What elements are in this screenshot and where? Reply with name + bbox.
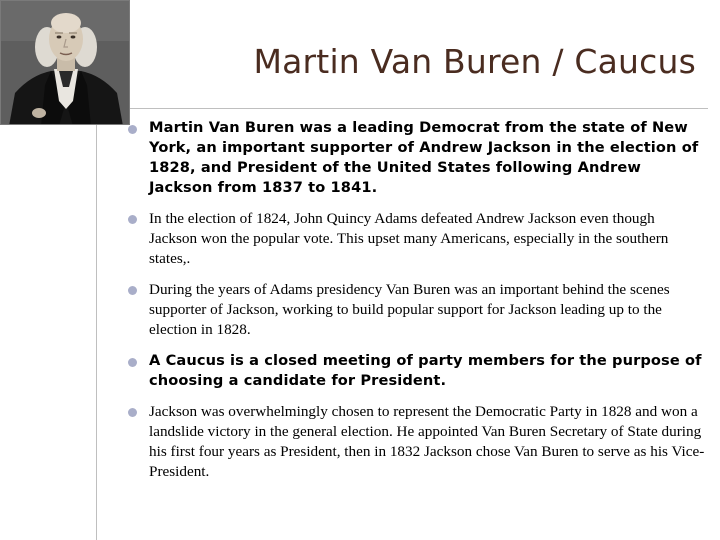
bullet-item-van-buren [128,118,706,198]
bullet-item-jackson-1828 [128,402,706,482]
bullet-text: In the election of 1824, John Quincy Adams defeated Andrew Jackson even though Jackson won the popular vote. This upset many Americans, especially in the southern states,. [149,210,669,267]
bullet-text: Martin Van Buren was a leading Democrat from the state of New York, an important supporter of Andrew Jackson in the election of 1828, and President of the United States following Andrew Jackson from 1837 to 1841. [149,119,699,196]
bullet-dot-icon [128,408,137,417]
bullet-dot-icon [128,125,137,134]
bullet-list [128,118,706,493]
bullet-dot-icon [128,215,137,224]
bullet-dot-icon [128,358,137,367]
portrait-illustration [1,1,130,125]
slide-title: Martin Van Buren / Caucus [253,42,696,81]
bullet-dot-icon [128,286,137,295]
bullet-text: A Caucus is a closed meeting of party members for the purpose of choosing a candidate for President. [149,352,702,389]
title-divider [96,108,708,109]
bullet-text: Jackson was overwhelmingly chosen to represent the Democratic Party in 1828 and won a landslide victory in the general election. He appointed Van Buren Secretary of State during his first four years as President, then in 1832 Jackson chose Van Buren to serve as his Vice-President. [149,403,705,480]
bullet-item-election-1824 [128,209,706,269]
bullet-text: During the years of Adams presidency Van Buren was an important behind the scenes supporter of Jackson, working to build popular support for Jackson leading up to the election in 1828. [149,281,670,338]
left-divider [96,100,97,540]
bullet-item-adams-presidency [128,280,706,340]
portrait-photo [0,0,130,125]
bullet-item-caucus-definition [128,351,706,391]
